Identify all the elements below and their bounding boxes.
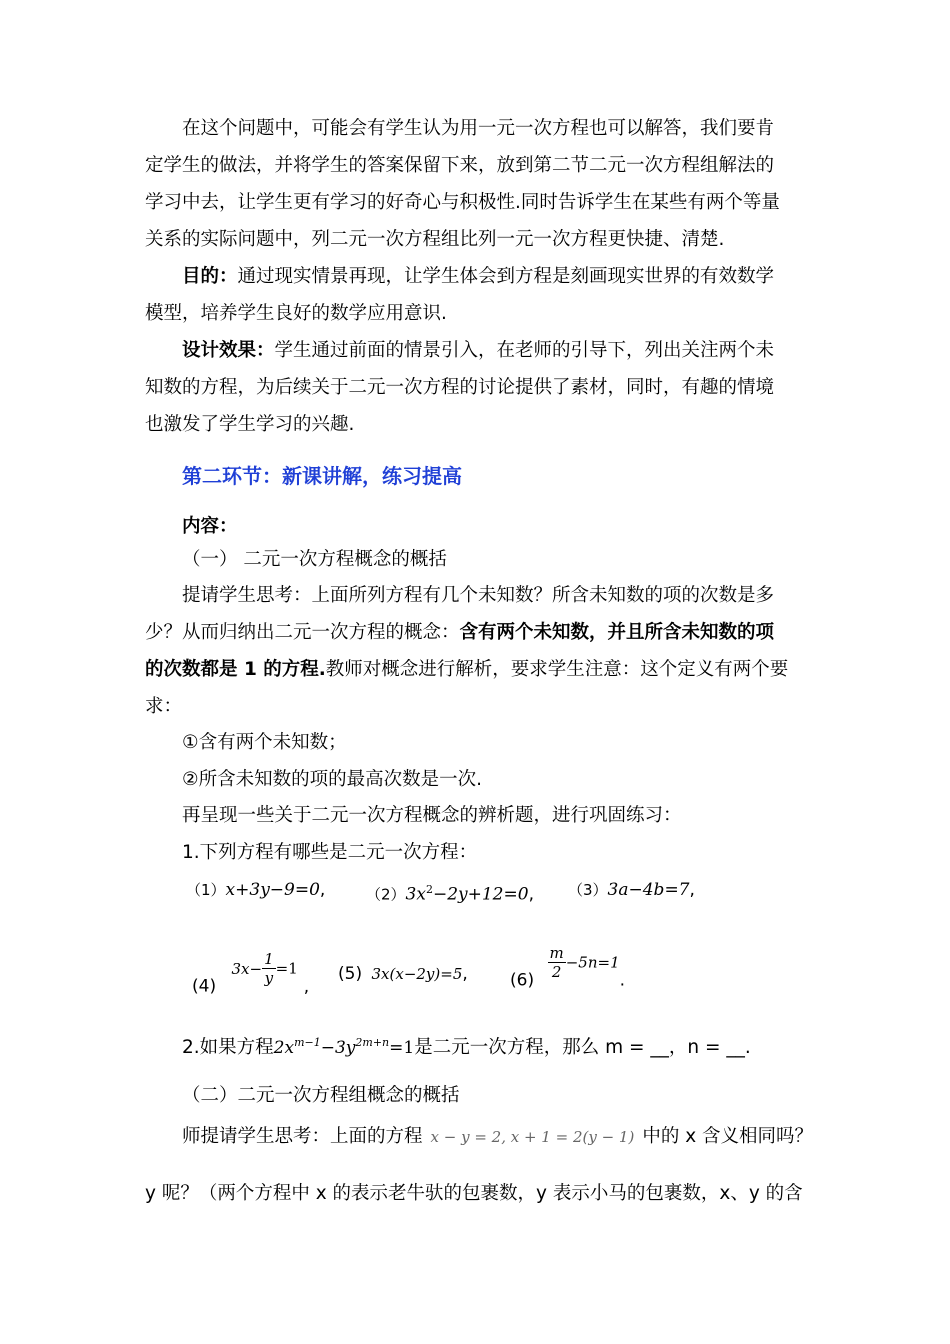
equation-6: (6) $\frac{m}{2}$ −5n=1. [510,944,626,991]
text-span: 是二元一次方程，那么 m = __，n = __. [414,1037,751,1059]
equation-text: x+3y−9=0 [225,880,320,900]
question-1: 1.下列方程有哪些是二元一次方程： [182,842,478,863]
equation-text: =1 [275,959,298,978]
paragraph-line: 提请学生思考：上面所列方程有几个未知数？所含未知数的项的次数是多 [182,585,775,606]
fraction-numerator: m [549,944,564,962]
definition-text: 的次数都是 1 的方程. [145,659,326,680]
effect-label: 设计效果： [182,340,275,361]
effect-text: 学生通过前面的情景引入，在老师的引导下，列出关注两个未 [274,340,775,361]
paragraph-line: 在这个问题中，可能会有学生认为用一元一次方程也可以解答，我们要肯 [182,118,775,139]
equation-text: =1 [389,1038,415,1059]
paragraph-line: y 呢？（两个方程中 x 的表示老牛驮的包裹数，y 表示小马的包裹数，x、y 的含 [145,1183,803,1204]
equation-text: −3y [320,1038,356,1059]
equation-text: 3x(x−2y)=5 [371,965,463,983]
purpose-text: 通过现实情景再现，让学生体会到方程是刻画现实世界的有效数学 [237,266,775,287]
paragraph-line: 模型，培养学生良好的数学应用意识. [145,303,447,324]
equation-label: （3） [568,881,608,899]
text-span: 中的 x 含义相同吗？ [642,1126,814,1147]
paragraph-line [182,1124,813,1150]
paragraph-line: 定学生的做法，并将学生的答案保留下来，放到第二节二元一次方程组解法的 [145,155,775,176]
content-label: 内容： [182,516,238,537]
subsection-title: （二）二元一次方程组概念的概括 [182,1085,460,1106]
practice-intro: 再呈现一些关于二元一次方程概念的辨析题，进行巩固练习： [182,805,682,826]
purpose-line [182,264,774,290]
fraction-denominator: y [264,969,274,987]
fraction [262,950,276,987]
definition-text: 含有两个未知数，并且所含未知数的项 [459,622,775,643]
text-span: 少？从而归纳出二元一次方程的概念： [145,622,460,643]
paragraph-line: 关系的实际问题中，列二元一次方程组比列一元一次方程更快捷、清楚. [145,229,725,250]
equation-text: −2y+12=0 [432,884,529,905]
paragraph-line [145,657,788,683]
effect-line [182,338,774,364]
paragraph-line: 知数的方程，为后续关于二元一次方程的讨论提供了素材，同时，有趣的情境 [145,377,775,398]
equation-label: （1） [186,881,226,899]
exponent: m−1 [294,1036,321,1049]
text-span: 教师对概念进行解析，要求学生注意：这个定义有两个要 [325,659,789,680]
fraction-numerator: 1 [264,950,274,968]
equation-text: 3x [405,884,426,905]
section-heading: 第二环节：新课讲解，练习提高 [182,464,462,488]
requirement-item: ②所含未知数的项的最高次数是一次. [182,769,482,790]
equation-1: （1）x+3y−9=0, [186,880,326,900]
text-span: 2.如果方程 [182,1037,274,1059]
fraction [548,944,566,981]
equation-2: $(2)3x^2-2y+12=0$, [366,883,534,905]
paragraph-line: 求： [145,696,183,717]
paragraph-line: 学习中去，让学生更有学习的好奇心与积极性.同时告诉学生在某些有两个等量 [145,192,780,213]
equation-label: (5) [338,964,363,984]
equation-5: (5) 3x(x−2y)=5, [338,964,468,984]
equation-text: 3a−4b=7 [607,880,690,900]
subsection-title: （一） 二元一次方程概念的概括 [182,549,447,570]
question-2 [182,1030,751,1061]
equation-text: 3x− [231,959,263,978]
paragraph-line: 也激发了学生学习的兴趣. [145,414,355,435]
fraction-denominator: 2 [551,963,562,981]
equation-label: (6) [510,970,535,991]
inline-formula: x − y = 2, x + 1 = 2(y − 1) [430,1128,635,1146]
equation-text: −5n=1 [565,953,620,972]
equation-label: （2） [366,885,406,904]
paragraph-line [145,620,774,646]
exponent: 2m+n [355,1036,390,1049]
equation-text: 2x [273,1038,295,1059]
equation-4: (4) 3x− $\frac{1}{y}$ =1, [192,950,310,997]
requirement-item: ①含有两个未知数； [182,732,347,753]
purpose-label: 目的： [182,266,238,287]
text-span: 师提请学生思考：上面的方程 [182,1126,423,1147]
equation-label: (4) [192,976,217,997]
equation-3: （3）3a−4b=7, [568,880,695,900]
exponent: 2 [425,883,433,896]
